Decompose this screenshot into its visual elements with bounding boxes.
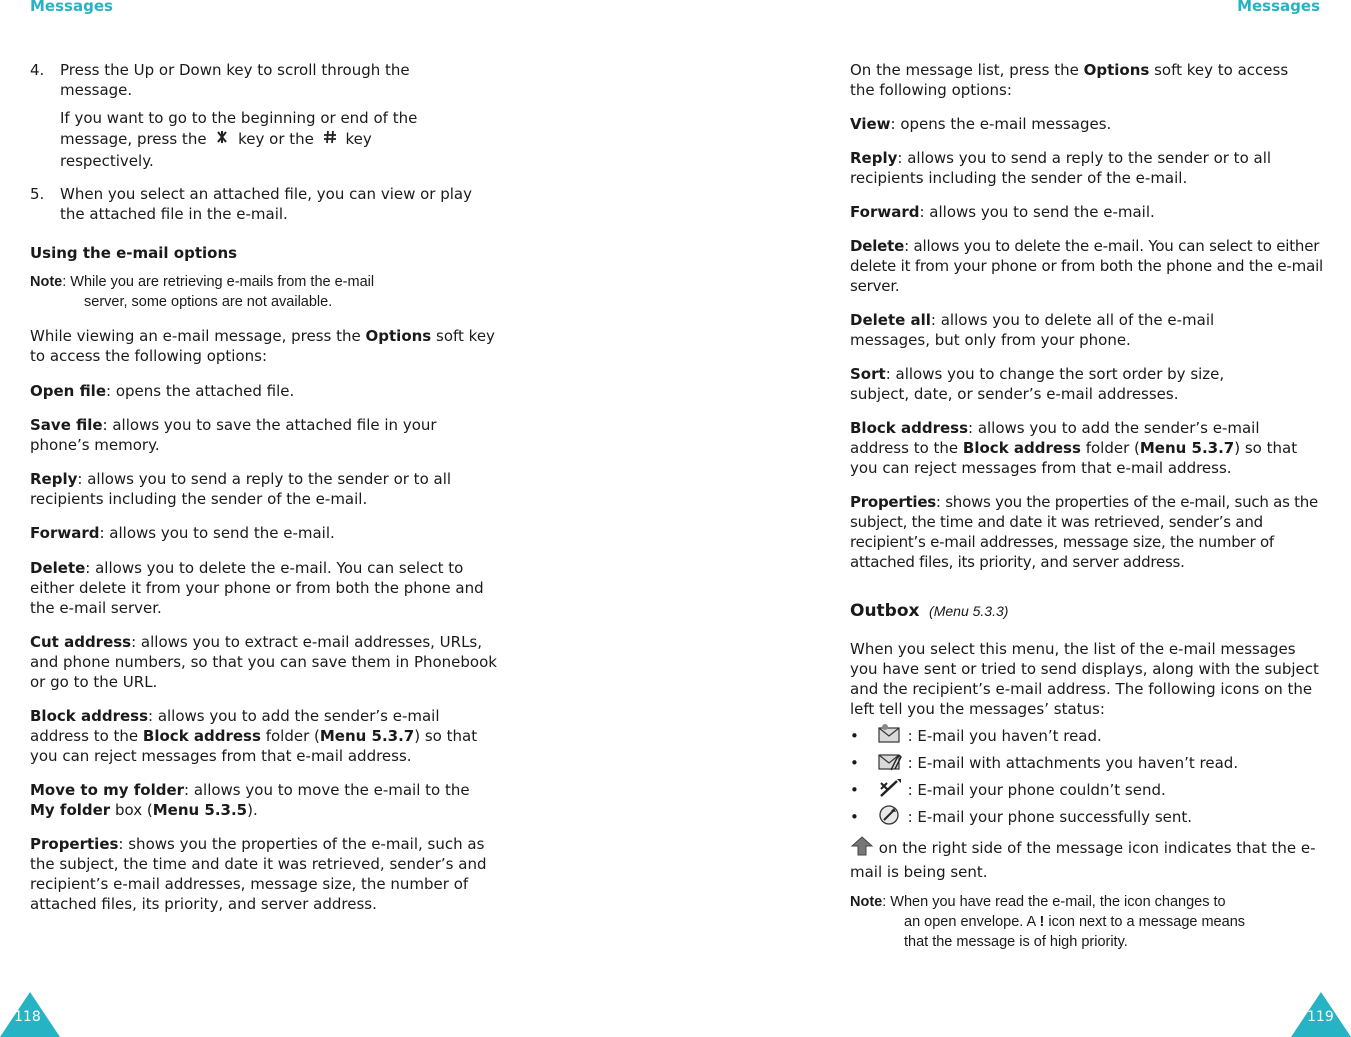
sending-paragraph: on the right side of the message icon indicates that the e-mail is being sent. <box>850 835 1320 882</box>
list-item: • : E-mail your phone couldn’t send. <box>850 777 1325 804</box>
section-title: Outbox <box>850 601 920 621</box>
option-reply: Reply: allows you to send a reply to the sender or to all recipients including the sender of the e-mail. <box>30 470 452 508</box>
option-properties: Properties: shows you the properties of the e-mail, such as the subject, the time and date it was retrieved, sender’s and recipient’s e-mail addresses, message size, the number of attached files, its priority, and server address. <box>850 493 1319 571</box>
intro-paragraph: While viewing an e-mail message, press the Options soft key to access the following options: <box>30 327 495 365</box>
status-icon-list <box>850 723 1325 831</box>
option-reply: Reply: allows you to send a reply to the sender or to all recipients including the sender of the e-mail. <box>850 149 1272 187</box>
sent-success-icon <box>877 804 903 831</box>
option-delete-all: Delete all: allows you to delete all of the e-mail messages, but only from your phone. <box>850 311 1215 349</box>
page-number-right: 119 <box>1291 989 1351 1037</box>
left-page <box>30 60 498 914</box>
outbox-heading <box>850 601 1325 621</box>
step-number: 4. <box>30 61 45 79</box>
list-item: • : E-mail with attachments you haven’t read. <box>850 750 1325 777</box>
hash-key-icon <box>319 128 341 151</box>
option-forward: Forward: allows you to send the e-mail. <box>850 203 1155 221</box>
step-number: 5. <box>30 185 45 203</box>
option-delete: Delete: allows you to delete the e-mail. You can select to either delete it from your phone or from both the phone and the e-mail server. <box>30 559 484 617</box>
option-move-to-my-folder: Move to my folder: allows you to move the e-mail to the My folder box (Menu 5.3.5). <box>30 781 470 819</box>
note: Note: While you are retrieving e-mails from the e-mail server, some options are not available. <box>30 274 375 310</box>
header-left: Messages <box>30 0 113 15</box>
unread-envelope-icon <box>877 723 903 750</box>
option-view: View: opens the e-mail messages. <box>850 115 1112 133</box>
header-right: Messages <box>1237 0 1320 15</box>
menu-reference: (Menu 5.3.3) <box>929 603 1009 619</box>
unread-attachment-icon <box>877 750 903 777</box>
subheading: Using the e-mail options <box>30 244 238 262</box>
option-properties: Properties: shows you the properties of the e-mail, such as the subject, the time and date it was retrieved, sender’s and recipient’s e-mail addresses, message size, the number of attached files, its priority, and server address. <box>30 835 487 913</box>
step-text: Press the Up or Down key to scroll through the message. <box>60 61 410 99</box>
option-cut-address: Cut address: allows you to extract e-mail addresses, URLs, and phone numbers, so that you can save them in Phonebook or go to the URL. <box>30 633 497 691</box>
option-delete: Delete: allows you to delete the e-mail. You can select to either delete it from your phone or from both the phone and the e-mail server. <box>850 237 1324 295</box>
outbox-paragraph: When you select this menu, the list of the e-mail messages you have sent or tried to send displays, along with the subject and the recipient’s e-mail address. The following icons on the left tell you the messages’ status: <box>850 640 1319 718</box>
intro-paragraph: On the message list, press the Options soft key to access the following options: <box>850 61 1289 99</box>
up-arrow-icon <box>850 835 874 862</box>
step-4-sub: If you want to go to the beginning or end of the message, press the key or the key respectively. <box>60 109 418 170</box>
step-4 <box>30 60 498 100</box>
option-sort: Sort: allows you to change the sort order by size, subject, date, or sender’s e-mail addresses. <box>850 365 1225 403</box>
option-open-file: Open file: opens the attached file. <box>30 382 295 400</box>
page-number-left: 118 <box>0 989 60 1037</box>
step-5 <box>30 184 498 224</box>
right-page <box>850 60 1325 952</box>
option-block-address: Block address: allows you to add the sender’s e-mail address to the Block address folder (Menu 5.3.7) so that you can reject messages from that e-mail address. <box>850 419 1298 477</box>
list-item: • : E-mail you haven’t read. <box>850 723 1325 750</box>
star-key-icon <box>211 128 233 151</box>
option-block-address: Block address: allows you to add the sender’s e-mail address to the Block address folder (Menu 5.3.7) so that you can reject messages from that e-mail address. <box>30 707 478 765</box>
send-failed-icon <box>877 777 903 804</box>
option-save-file: Save file: allows you to save the attached file in your phone’s memory. <box>30 416 437 454</box>
step-text: When you select an attached file, you can view or play the attached file in the e-mail. <box>60 185 472 223</box>
note: Note: When you have read the e-mail, the icon changes to an open envelope. A ! icon next to a message means that the message is of high priority. <box>850 894 1246 950</box>
option-forward: Forward: allows you to send the e-mail. <box>30 524 335 542</box>
list-item: • : E-mail your phone successfully sent. <box>850 804 1325 831</box>
